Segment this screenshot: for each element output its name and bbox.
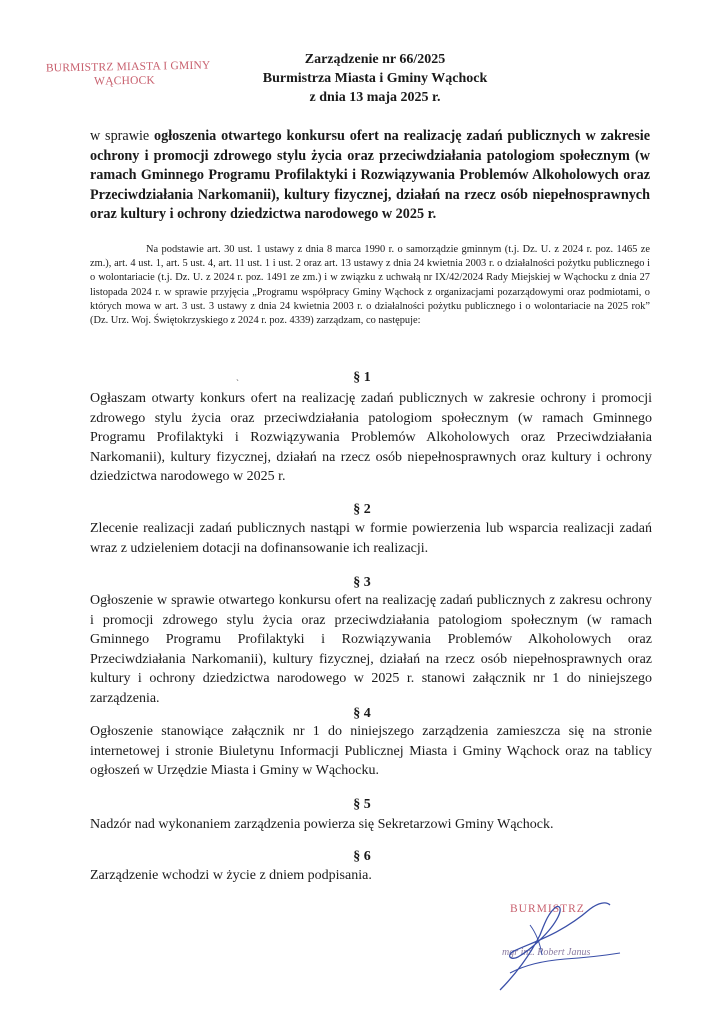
document-header xyxy=(210,50,540,107)
stamp-line-1: BURMISTRZ MIASTA I GMINY xyxy=(45,59,211,75)
section-1-heading: § 1 xyxy=(353,370,371,385)
section-3-heading: § 3 xyxy=(353,575,371,590)
subject-bold: ogłoszenia otwartego konkursu ofert na realizację zadań publicznych w zakresie ochrony i promocji zdrowego stylu życia oraz przeciwdziałania patologiom społecznym (w ramach Gminnego Programu Profilaktyki i Rozwiązywania Problemów Alkoholowych oraz Przeciwdziałania Narkomanii), kultury fizycznej, działań na rzecz osób niepełnosprawnych oraz kultury i ochrony dziedzictwa narodowego w 2025 r. xyxy=(90,128,650,222)
signature-name-stamp: mgr inż. Robert Janus xyxy=(502,947,591,958)
section-2-text: Zlecenie realizacji zadań publicznych nastąpi w formie powierzenia lub wsparcia realizacji zadań wraz z udzieleniem dotacji na dofinansowanie ich realizacji. xyxy=(90,521,652,556)
section-3-text: Ogłoszenie w sprawie otwartego konkursu ofert na realizację zadań publicznych z zakresu ochrony i promocji zdrowego stylu życia oraz przeciwdziałania patologiom społecznym (w ramach Gminnego Programu Profilaktyki i Rozwiązywania Problemów Alkoholowych oraz Przeciwdziałania Narkomanii), kultury fizycznej, działań na rzecz osób niepełnosprawnych oraz kultury i ochrony dziedzictwa narodowego w 2025 r. stanowi załącznik nr 1 do niniejszego zarządzenia. xyxy=(90,593,652,706)
section-6-heading: § 6 xyxy=(353,849,371,864)
subject-prefix: w sprawie xyxy=(90,128,154,144)
issuer: Burmistrza Miasta i Gminy Wąchock xyxy=(262,71,488,86)
office-stamp xyxy=(46,59,216,90)
decree-number: Zarządzenie nr 66/2025 xyxy=(304,52,446,67)
signature-title-stamp: BURMISTRZ xyxy=(510,903,585,915)
section-6-text: Zarządzenie wchodzi w życie z dniem podpisania. xyxy=(90,868,372,883)
decree-subject xyxy=(90,127,650,225)
scan-mark: ` xyxy=(236,378,239,388)
decree-date: z dnia 13 maja 2025 r. xyxy=(309,90,441,105)
section-4-heading: § 4 xyxy=(353,706,371,721)
section-4-text: Ogłoszenie stanowiące załącznik nr 1 do niniejszego zarządzenia zamieszcza się na stronie internetowej i stronie Biuletynu Informacji Publicznej Miasta i Gminy Wąchock oraz na tablicy ogłoszeń w Urzędzie Miasta i Gminy w Wąchocku. xyxy=(90,724,652,779)
section-5-text: Nadzór nad wykonaniem zarządzenia powierza się Sekretarzowi Gminy Wąchock. xyxy=(90,817,554,832)
handwritten-signature-icon xyxy=(470,895,630,995)
section-2-heading: § 2 xyxy=(353,502,371,517)
legal-basis: Na podstawie art. 30 ust. 1 ustawy z dnia 8 marca 1990 r. o samorządzie gminnym (t.j. Dz. U. z 2024 r. poz. 1465 ze zm.), art. 4 ust. 1, art. 5 ust. 4, art. 11 ust. 1 i ust. 2 oraz art. 13 ustawy z dnia 24 kwietnia 2003 r. o działalności pożytku publicznego i o wolontariacie (t.j. Dz. U. z 2024 r. poz. 1491 ze zm.) i w związku z uchwałą nr IX/42/2024 Rady Miejskiej w Wąchocku z dnia 27 listopada 2024 r. w sprawie przyjęcia „Programu współpracy Gminy Wąchock z organizacjami pozarządowymi oraz podmiotami, o których mowa w art. 3 ust. 3 ustawy z dnia 24 kwietnia 2003 r. o działalności pożytku publicznego i o wolontariacie na 2025 rok” (Dz. Urz. Woj. Świętokrzyskiego z 2024 r. poz. 4339) zarządzam, co następuje: xyxy=(90,244,650,327)
section-1-text: Ogłaszam otwarty konkurs ofert na realizację zadań publicznych w zakresie ochrony i promocji zdrowego stylu życia oraz przeciwdziałania patologiom społecznym (w ramach Gminnego Programu Profilaktyki i Rozwiązywania Problemów Alkoholowych oraz Przeciwdziałania Narkomanii), kultury fizycznej, działań na rzecz osób niepełnosprawnych oraz kultury i ochrony dziedzictwa narodowego w 2025 r. xyxy=(90,391,652,485)
section-5-heading: § 5 xyxy=(353,797,371,812)
signature-block xyxy=(470,895,630,995)
stamp-line-2: WĄCHOCK xyxy=(94,74,156,88)
